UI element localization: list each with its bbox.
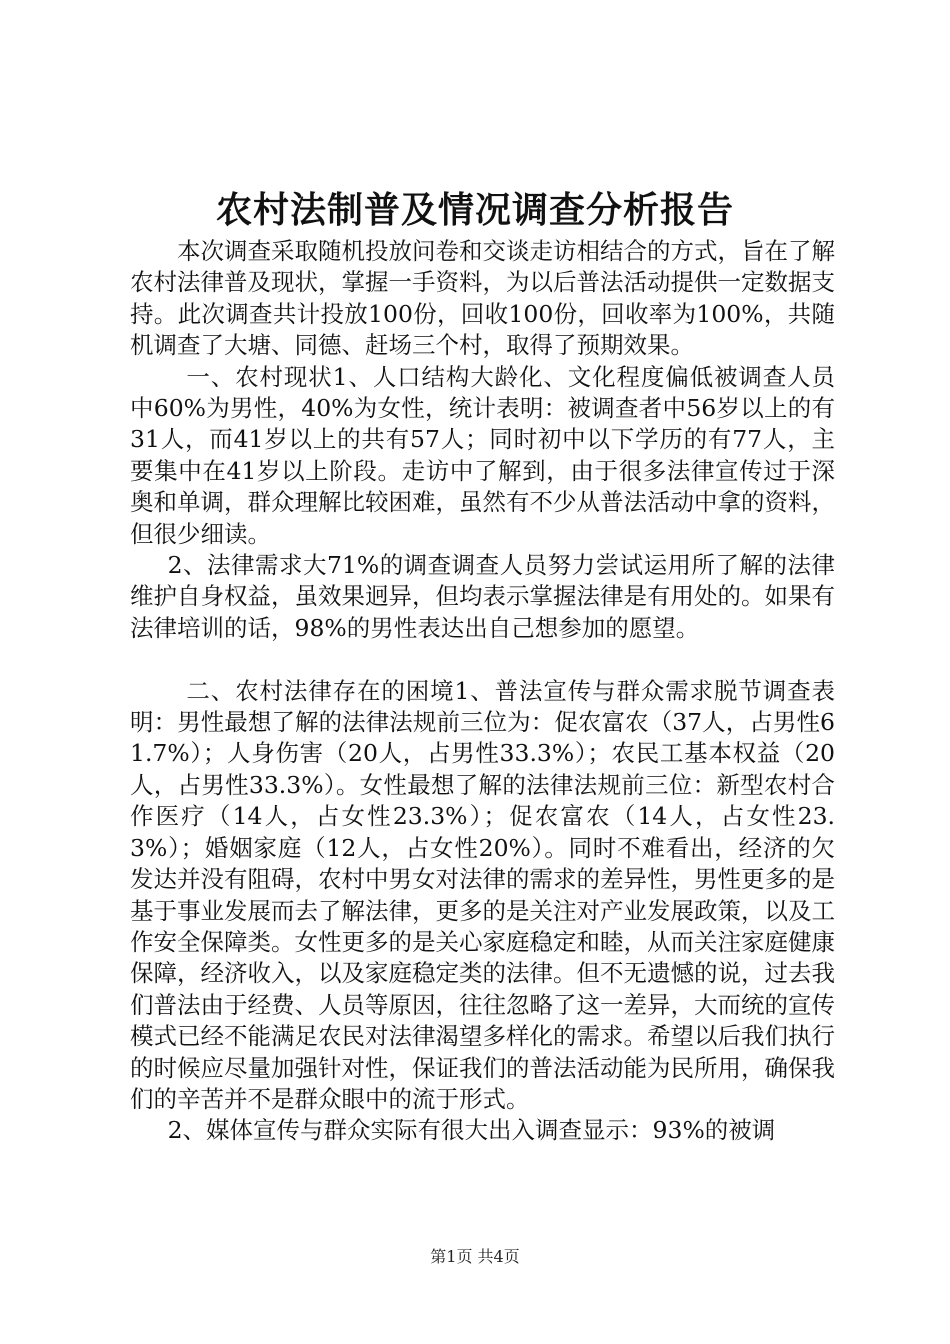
document-body <box>130 236 835 1147</box>
paragraph-intro: 本次调查采取随机投放问卷和交谈走访相结合的方式，旨在了解农村法律普及现状，掌握一手资料，为以后普法活动提供一定数据支持。此次调查共计投放100份，回收100份，回收率为100%，共随机调查了大塘、同德、赶场三个村，取得了预期效果。 <box>130 237 835 360</box>
blank-line <box>130 644 835 675</box>
paragraph-section-2-2: 2、媒体宣传与群众实际有很大出入调查显示：93%的被调 <box>167 1116 776 1145</box>
document-title: 农村法制普及情况调查分析报告 <box>215 189 734 231</box>
paragraph-section-1-2: 2、法律需求大71%的调查调查人员努力尝试运用所了解的法律维护自身权益，虽效果迥异，但均表示掌握法律是有用处的。如果有法律培训的话，98%的男性表达出自己想参加的愿望。 <box>130 551 835 642</box>
page-number-footer: 第1页 共4页 <box>430 1247 520 1266</box>
paragraph-section-2: 二、农村法律存在的困境1、普法宣传与群众需求脱节调查表明：男性最想了解的法律法规前三位为：促农富农（37人，占男性61.7%）；人身伤害（20人，占男性33.3%）；农民工基本权益（20人，占男性33.3%）。女性最想了解的法律法规前三位：新型农村合作医疗（14人，占女性23.3%）；促农富农（14人，占女性23.3%）；婚姻家庭（12人，占女性20%）。同时不难看出，经济的欠发达并没有阻碍，农村中男女对法律的需求的差异性，男性更多的是基于事业发展而去了解法律，更多的是关注对产业发展政策，以及工作安全保障类。女性更多的是关心家庭稳定和睦，从而关注家庭健康保障，经济收入，以及家庭稳定类的法律。但不无遗憾的说，过去我们普法由于经费、人员等原因，往往忽略了这一差异，大而统的宣传模式已经不能满足农民对法律渴望多样化的需求。希望以后我们执行的时候应尽量加强针对性，保证我们的普法活动能为民所用，确保我们的辛苦并不是群众眼中的流于形式。 <box>130 676 835 1113</box>
paragraph-section-1: 一、农村现状1、人口结构大龄化、文化程度偏低被调查人员中60%为男性，40%为女性，统计表明：被调查者中56岁以上的有31人，而41岁以上的共有57人；同时初中以下学历的有77人，主要集中在41岁以上阶段。走访中了解到，由于很多法律宣传过于深奥和单调，群众理解比较困难，虽然有不少从普法活动中拿的资料，但很少细读。 <box>130 362 835 548</box>
